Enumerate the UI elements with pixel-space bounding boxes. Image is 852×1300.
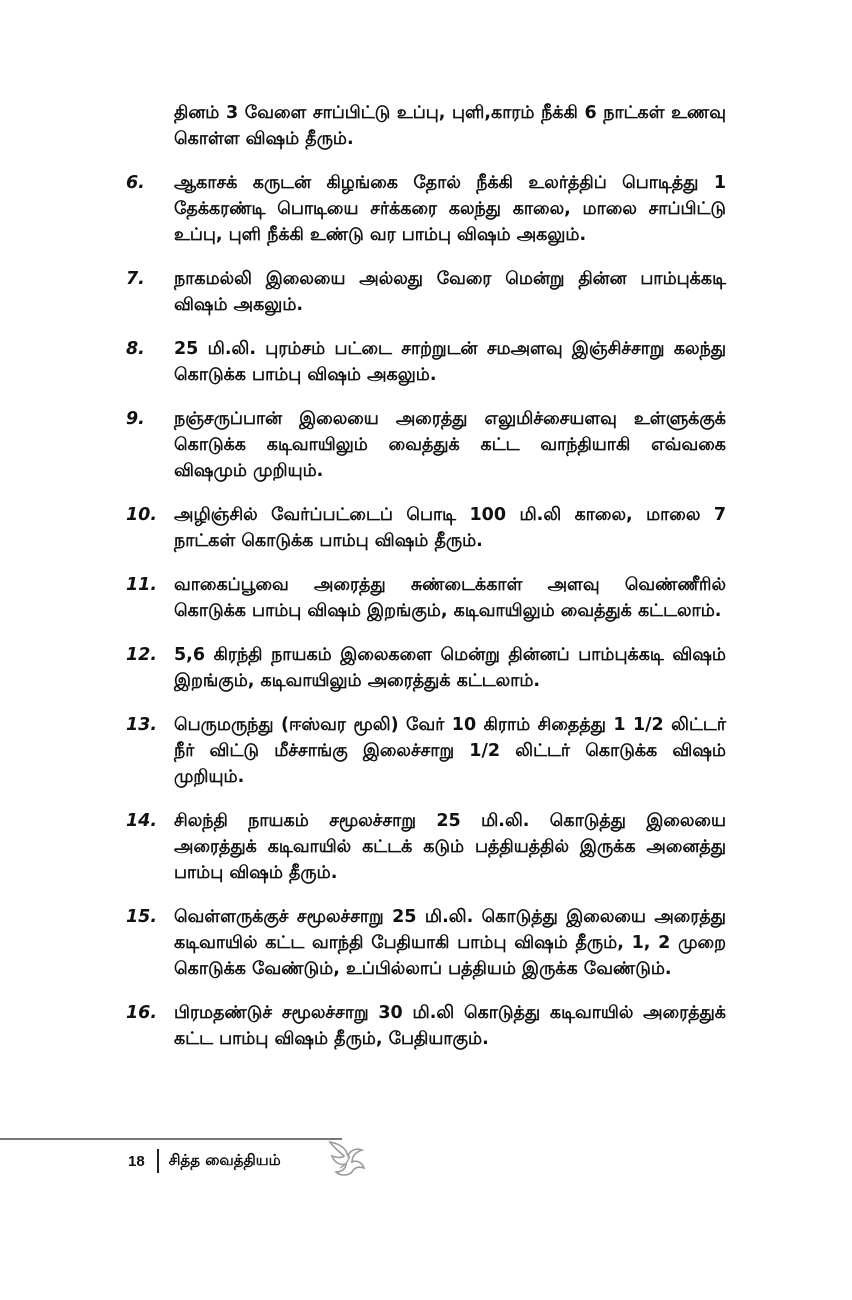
item-number: 6. — [126, 173, 145, 193]
list-item — [126, 642, 726, 694]
item-number: 7. — [126, 269, 145, 289]
item-text: அழிஞ்சில் வேர்ப்பட்டைப் பொடி 100 மி.லி காலை, மாலை 7 நாட்கள் கொடுக்க பாம்பு விஷம் தீரும். — [174, 505, 726, 551]
item-text: 25 மி.லி. புரம்சம் பட்டை சாற்றுடன் சமஅளவு இஞ்சிச்சாறு கலந்து கொடுக்க பாம்பு விஷம் அகலும். — [174, 339, 726, 385]
item-text: நஞ்சருப்பான் இலையை அரைத்து எலுமிச்சையளவு உள்ளுக்குக் கொடுக்க கடிவாயிலும் வைத்துக் கட்ட வாந்தியாகி எவ்வகை விஷமும் முறியும். — [174, 409, 726, 481]
item-text: சிலந்தி நாயகம் சமூலச்சாறு 25 மி.லி. கொடுத்து இலையை அரைத்துக் கடிவாயில் கட்டக் கடும் பத்தியத்தில் இருக்க அனைத்து பாம்பு விஷம் தீரும். — [174, 811, 726, 883]
item-number: 16. — [126, 1003, 158, 1023]
list-item — [126, 502, 726, 554]
page-body — [126, 100, 726, 1070]
item-text: பிரமதண்டுச் சமூலச்சாறு 30 மி.லி கொடுத்து கடிவாயில் அரைத்துக் கட்ட பாம்பு விஷம் தீரும், பேதியாகும். — [174, 1003, 726, 1049]
list-item — [126, 1000, 726, 1052]
item-text: பெருமருந்து (ஈஸ்வர மூலி) வேர் 10 கிராம் சிதைத்து 1 1/2 லிட்டர் நீர் விட்டு மீச்சாங்கு இலைச்சாறு 1/2 லிட்டர் கொடுக்க விஷம் முறியும். — [174, 715, 726, 787]
page-number: 18 — [128, 1152, 145, 1170]
item-number: 8. — [126, 339, 145, 359]
page-footer — [128, 1146, 281, 1176]
item-number: 10. — [126, 505, 158, 525]
item-text: நாகமல்லி இலையை அல்லது வேரை மென்று தின்ன பாம்புக்கடி விஷம் அகலும். — [174, 269, 726, 315]
item-number: 11. — [126, 575, 158, 595]
footer-rule — [0, 1138, 342, 1140]
list-item — [126, 266, 726, 318]
item-number: 12. — [126, 645, 158, 665]
list-item — [126, 406, 726, 484]
list-item — [126, 904, 726, 982]
list-item — [126, 808, 726, 886]
list-item — [126, 572, 726, 624]
item-text: 5,6 கிரந்தி நாயகம் இலைகளை மென்று தின்னப் பாம்புக்கடி விஷம் இறங்கும், கடிவாயிலும் அரைத்துக் கட்டலாம். — [174, 645, 726, 691]
item-number: 13. — [126, 715, 158, 735]
item-number: 9. — [126, 409, 145, 429]
item-number: 15. — [126, 907, 158, 927]
item-text: ஆகாசக் கருடன் கிழங்கை தோல் நீக்கி உலர்த்திப் பொடித்து 1 தேக்கரண்டி பொடியை சர்க்கரை கலந்து காலை, மாலை சாப்பிட்டு உப்பு, புளி நீக்கி உண்டு வர பாம்பு விஷம் அகலும். — [174, 173, 726, 245]
item-number: 14. — [126, 811, 158, 831]
list-item — [126, 336, 726, 388]
footer-divider — [157, 1149, 159, 1173]
list-item — [126, 170, 726, 248]
list-item — [126, 712, 726, 790]
item-text: வெள்ளருக்குச் சமூலச்சாறு 25 மி.லி. கொடுத்து இலையை அரைத்து கடிவாயில் கட்ட வாந்தி பேதியாகி பாம்பு விஷம் தீரும், 1, 2 முறை கொடுக்க வேண்டும், உப்பில்லாப் பத்தியம் இருக்க வேண்டும். — [174, 907, 726, 979]
book-title: சித்த வைத்தியம் — [168, 1151, 281, 1169]
lead-paragraph: தினம் 3 வேளை சாப்பிட்டு உப்பு, புளி,காரம் நீக்கி 6 நாட்கள் உணவு கொள்ள விஷம் தீரும். — [174, 103, 726, 149]
leaf-ornament-icon — [326, 1138, 368, 1180]
item-text: வாகைப்பூவை அரைத்து சுண்டைக்காள் அளவு வெண்ணீரில் கொடுக்க பாம்பு விஷம் இறங்கும், கடிவாயிலும் வைத்துக் கட்டலாம். — [174, 575, 726, 621]
